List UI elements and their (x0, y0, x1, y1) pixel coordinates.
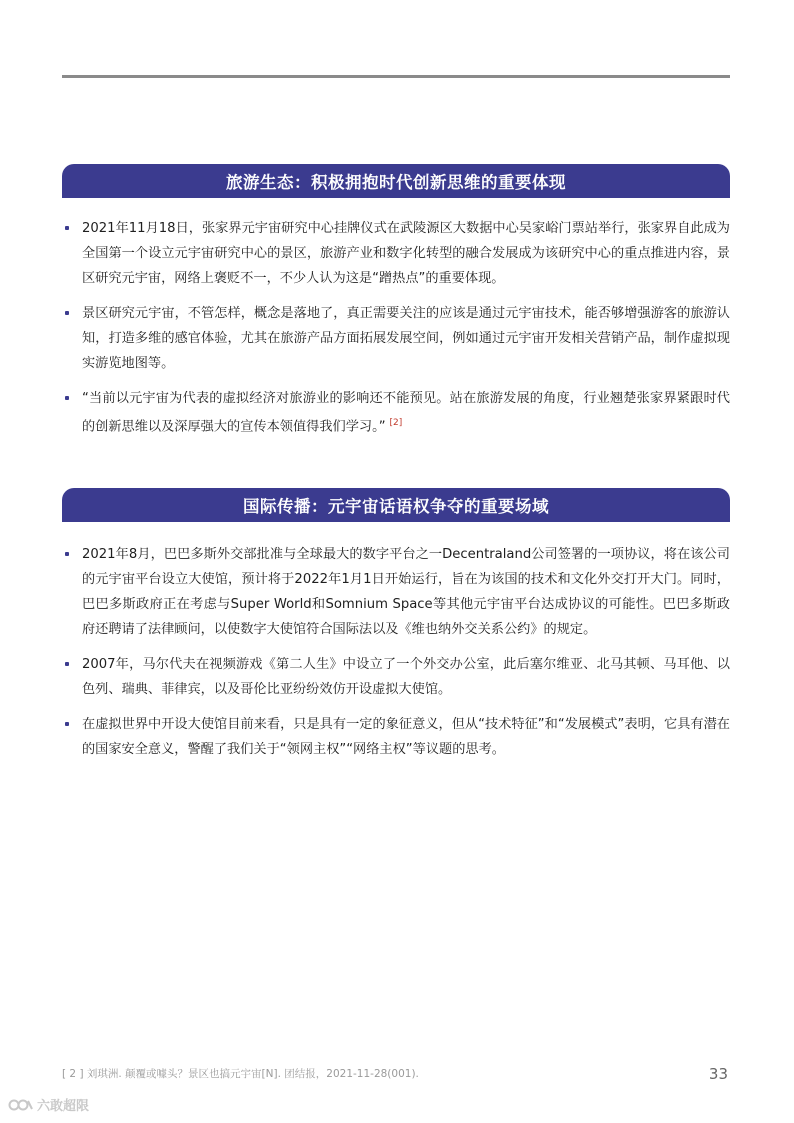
bullet-list-tourism (62, 216, 730, 449)
footnote: [ 2 ] 刘琪洲. 颠覆或噱头？景区也搞元宇宙[N]. 团结报，2021-11-28(001). (62, 1068, 419, 1080)
list-item (62, 301, 730, 376)
section-title: 国际传播：元宇宙话语权争夺的重要场域 (243, 497, 549, 516)
watermark-logo-icon (8, 1098, 34, 1112)
bullet-text: 2021年11月18日，张家界元宇宙研究中心挂牌仪式在武陵源区大数据中心吴家峪门票站举行，张家界自此成为全国第一个设立元宇宙研究中心的景区，旅游产业和数字化转型的融合发展成为该研究中心的重点推进内容，景区研究元宇宙，网络上褒贬不一，不少人认为这是“蹭热点”的重要体现。 (82, 221, 730, 286)
list-item (62, 216, 730, 291)
bullet-icon (65, 311, 69, 315)
bullet-text: 2007年，马尔代夫在视频游戏《第二人生》中设立了一个外交办公室，此后塞尔维亚、北马其顿、马耳他、以色列、瑞典、菲律宾，以及哥伦比亚纷纷效仿开设虚拟大使馆。 (82, 657, 730, 697)
bullet-icon (65, 722, 69, 726)
bullet-icon (65, 662, 69, 666)
section-title: 旅游生态：积极拥抱时代创新思维的重要体现 (226, 173, 566, 192)
page-number: 33 (708, 1065, 728, 1083)
list-item (62, 542, 730, 642)
list-item (62, 386, 730, 439)
bullet-text: “当前以元宇宙为代表的虚拟经济对旅游业的影响还不能预见。站在旅游发展的角度，行业翘楚张家界紧跟时代的创新思维以及深厚强大的宣传本领值得我们学习。” (82, 391, 730, 435)
watermark-text: 六敢超限 (37, 1099, 90, 1114)
watermark (8, 1095, 89, 1114)
section-header-international (62, 488, 730, 522)
bullet-list-international (62, 542, 730, 772)
bullet-text: 景区研究元宇宙，不管怎样，概念是落地了，真正需要关注的应该是通过元宇宙技术，能否够增强游客的旅游认知，打造多维的感官体验，尤其在旅游产品方面拓展发展空间，例如通过元宇宙开发相关营销产品，制作虚拟现实游览地图等。 (82, 306, 730, 371)
list-item (62, 652, 730, 702)
bullet-icon (65, 396, 69, 400)
bullet-icon (65, 552, 69, 556)
bullet-icon (65, 226, 69, 230)
bullet-text: 在虚拟世界中开设大使馆目前来看，只是具有一定的象征意义，但从“技术特征”和“发展模式”表明，它具有潜在的国家安全意义，警醒了我们关于“领网主权”“网络主权”等议题的思考。 (82, 717, 730, 757)
citation-link[interactable]: [2] (389, 418, 403, 428)
section-header-tourism (62, 164, 730, 198)
list-item (62, 712, 730, 762)
bullet-text: 2021年8月，巴巴多斯外交部批准与全球最大的数字平台之一Decentraland公司签署的一项协议，将在该公司的元宇宙平台设立大使馆，预计将于2022年1月1日开始运行，旨在为该国的技术和文化外交打开大门。同时，巴巴多斯政府正在考虑与Super World和Somnium Space等其他元宇宙平台达成协议的可能性。巴巴多斯政府还聘请了法律顾问，以使数字大使馆符合国际法以及《维也纳外交关系公约》的规定。 (82, 547, 730, 637)
header-rule (62, 75, 730, 78)
